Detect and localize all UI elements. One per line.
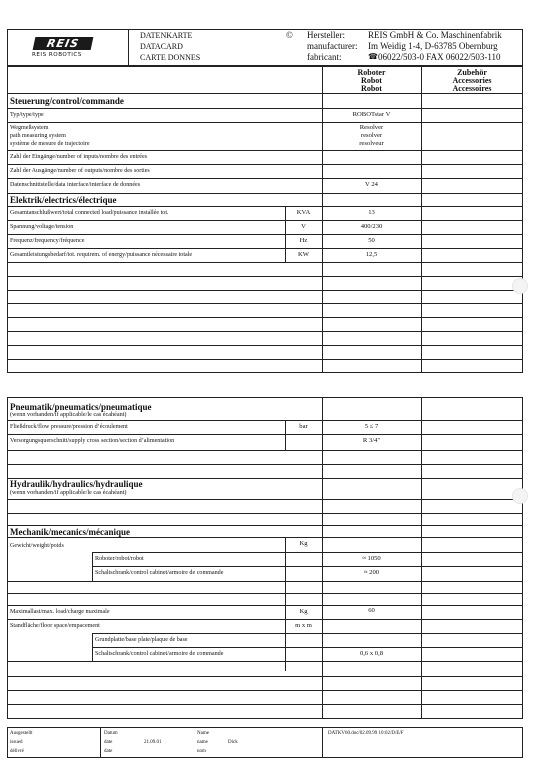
- row-path-label-de: Wegmeßsystem: [10, 125, 49, 131]
- row-type-value: ROBOTstar V: [352, 111, 391, 118]
- col-robot-de: Roboter: [357, 68, 386, 77]
- company-phone: 06022/503-0 FAX 06022/503-110: [378, 52, 501, 62]
- row-energy-value: 12,5: [365, 251, 378, 258]
- footer-box: [7, 727, 523, 758]
- row-freq-unit: Hz: [299, 237, 308, 244]
- row-path-label-fr: système de mesure de trajectoire: [10, 141, 90, 147]
- row-maxload-label: Maximallast/max. load/charge maximale: [10, 609, 110, 615]
- row-floor-cabinet-value: 0,6 x 0,8: [359, 650, 384, 657]
- row-weight-robot-label: Roboter/robot/robot: [95, 556, 144, 562]
- card-title-de: DATENKARTE: [140, 31, 193, 40]
- row-interface-label: Datenschnittstelle/data interface/interface de données: [10, 182, 141, 188]
- row-path-label-en: path measuring system: [10, 133, 66, 139]
- row-type-label: Typ/type/type: [10, 112, 44, 118]
- row-floor-cabinet-label: Schaltschrank/control cabinet/armoire de commande: [95, 651, 224, 657]
- row-freq-label: Frequenz/frequency/fréquence: [10, 238, 85, 244]
- row-path-value-fr: resolveur: [359, 140, 384, 147]
- section-control: Steuerung/control/commande: [10, 96, 124, 106]
- col-acc-fr: Accessoires: [452, 84, 492, 93]
- row-weight-robot-value: ≈ 1050: [362, 555, 381, 562]
- company-name: REIS GmbH & Co. Maschinenfabrik: [368, 30, 502, 40]
- row-maxload-unit: Kg: [299, 608, 308, 615]
- row-flow-label: Fließdruck/flow pressure/pression d’écoulement: [10, 424, 128, 430]
- row-voltage-unit: V: [301, 223, 306, 230]
- row-weight-unit: Kg: [299, 540, 308, 547]
- phone-icon: ☎: [368, 52, 378, 61]
- reis-logo: REIS: [33, 37, 94, 50]
- date-value: 21.09.01: [144, 740, 162, 745]
- section-pneumatics: Pneumatik/pneumatics/pneumatique: [10, 402, 152, 412]
- row-weight-label: Gewicht/weight/poids: [10, 543, 64, 549]
- copyright-mark: ©: [286, 30, 293, 40]
- manufacturer-label-en: manufacturer:: [307, 41, 358, 51]
- section-hydraulics: Hydraulik/hydraulics/hydraulique: [10, 479, 143, 489]
- row-weight-cabinet-label: Schaltschrank/control cabinet/armoire de commande: [95, 570, 224, 576]
- row-weight-cabinet-value: ≈ 200: [363, 569, 380, 576]
- card-title-en: DATACARD: [140, 42, 183, 51]
- row-path-value-en: resolver: [360, 132, 383, 139]
- date-label-en: date: [104, 740, 113, 745]
- name-label-de: Name: [197, 731, 209, 736]
- logo-subtitle: REIS ROBOTICS: [32, 52, 82, 58]
- col-robot-fr: Robot: [361, 84, 382, 93]
- row-maxload-value: 60: [368, 607, 375, 614]
- section-mechanics: Mechanik/mecanics/mécanique: [10, 527, 130, 537]
- row-supply-value: R 3/4": [362, 437, 381, 444]
- name-label-en: name: [197, 740, 208, 745]
- manufacturer-label-de: Hersteller:: [307, 30, 345, 40]
- main-table-bottom: [7, 397, 523, 719]
- row-load-value: 13: [368, 209, 375, 216]
- row-supply-label: Versorgungsquerschnitt/supply cross section/section d’alimentation: [10, 438, 175, 444]
- row-outputs-label: Zahl der Ausgänge/number of outputs/nombre des sorties: [10, 168, 150, 174]
- hydraulics-note: (wenn vorhanden/if applicable/le cas écahéant): [10, 489, 127, 496]
- date-label-fr: date: [104, 749, 113, 754]
- row-floor-unit: m x m: [295, 622, 312, 629]
- name-label-fr: nom: [197, 749, 206, 754]
- row-flow-value: 5 ≤ 7: [364, 423, 379, 430]
- row-voltage-label: Spannung/voltage/tension: [10, 224, 74, 230]
- punch-hole-top: [512, 278, 528, 294]
- row-load-unit: KVA: [296, 209, 311, 216]
- issued-fr: délivré: [10, 749, 24, 754]
- document-reference: DATKV60.doc/02.09.99 10:02/D/E/F: [328, 731, 404, 736]
- issued-de: Ausgestellt: [10, 731, 33, 736]
- name-value: Dick: [228, 740, 238, 745]
- punch-hole-bottom: [512, 488, 528, 504]
- row-energy-label: Gesamtleistungsbedarf/tot. requirem. of energy/puissance nécessaire totale: [10, 252, 193, 258]
- row-voltage-value: 400/230: [360, 223, 383, 230]
- row-inputs-label: Zahl der Eingänge/number of inputs/nombre des entrées: [10, 154, 148, 160]
- row-flow-unit: bar: [299, 423, 308, 430]
- company-address: Im Weidig 1-4, D-63785 Obernburg: [368, 41, 498, 51]
- manufacturer-label-fr: fabricant:: [307, 52, 342, 62]
- issued-en: issued: [10, 740, 23, 745]
- date-label-de: Datum: [104, 731, 118, 736]
- row-path-value-de: Resolver: [359, 124, 384, 131]
- row-freq-value: 50: [368, 237, 375, 244]
- card-title-fr: CARTE DONNES: [140, 53, 201, 62]
- row-interface-value: V 24: [365, 181, 378, 188]
- pneumatics-note: (wenn vorhanden/if applicable/le cas écahéant): [10, 411, 127, 418]
- col-robot-en: Robot: [361, 76, 382, 85]
- col-acc-de: Zubehör: [457, 68, 487, 77]
- section-electrics: Elektrik/electrics/électrique: [10, 195, 117, 205]
- row-energy-unit: KW: [298, 251, 309, 258]
- col-acc-en: Accessories: [452, 76, 492, 85]
- row-floor-base-label: Grundplatte/base plate/plaque de base: [95, 637, 188, 643]
- row-floor-label: Standfläche/floor space/empacement: [10, 623, 100, 629]
- row-load-label: Gesamtanschlußwert/total connected load/puissance installée tot.: [10, 210, 169, 216]
